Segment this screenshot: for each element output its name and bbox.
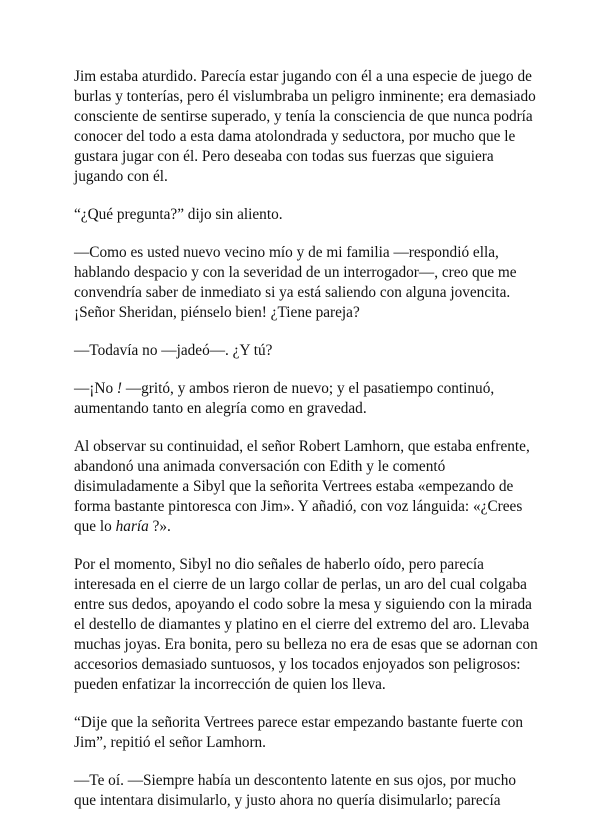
paragraph [74, 243, 534, 323]
text-line: Jim estaba aturdido. Parecía estar jugando con él a una especie de juego de [74, 68, 532, 85]
paragraph [74, 205, 534, 225]
text-line: entre sus dedos, apoyando el codo sobre la mesa y siguiendo con la mirada [74, 596, 532, 613]
paragraph [74, 341, 534, 361]
text-line: Jim”, repitió el señor Lamhorn. [74, 734, 267, 751]
text-line: consciente de sentirse superado, y tenía la consciencia de que nunca podría [74, 108, 533, 125]
text-line: aumentando tanto en alegría como en gravedad. [74, 400, 367, 417]
text-line: gustara jugar con él. Pero deseaba con todas sus fuerzas que siguiera [74, 148, 494, 165]
text-line: accesorios demasiado suntuosos, y los tocados enjoyados son peligrosos: [74, 656, 521, 673]
text-run: —¡No [74, 380, 117, 397]
text-line: convendría saber de inmediato si ya está saliendo con alguna jovencita. [74, 284, 511, 301]
text-line: “¿Qué pregunta?” dijo sin aliento. [74, 206, 283, 223]
text-line: jugando con él. [74, 168, 168, 185]
text-line: —Como es usted nuevo vecino mío y de mi familia —respondió ella, [74, 244, 499, 261]
text-line: ¡Señor Sheridan, piénselo bien! ¿Tiene pareja? [74, 304, 360, 321]
text-run: —gritó, y ambos rieron de nuevo; y el pasatiempo continuó, [122, 380, 495, 397]
paragraph [74, 437, 534, 537]
text-line: —Te oí. —Siempre había un descontento latente en sus ojos, por mucho [74, 772, 517, 789]
paragraph [74, 555, 538, 695]
paragraph [74, 713, 534, 753]
italic-run: haría [115, 518, 149, 535]
text-run: que lo [74, 518, 116, 535]
text-line: burlas y tonterías, pero él vislumbraba un peligro inminente; era demasiado [74, 88, 536, 105]
paragraph [74, 771, 534, 811]
paragraph [74, 379, 534, 419]
paragraph [74, 67, 534, 187]
text-line: —Todavía no —jadeó—. ¿Y tú? [74, 342, 273, 359]
text-run: ?». [148, 518, 171, 535]
text-line: el destello de diamantes y platino en el cierre del extremo del aro. Llevaba [74, 616, 530, 633]
text-line: “Dije que la señorita Vertrees parece estar empezando bastante fuerte con [74, 714, 524, 731]
italic-run: ! [116, 380, 123, 397]
text-line: Al observar su continuidad, el señor Robert Lamhorn, que estaba enfrente, [74, 438, 530, 455]
text-line: forma bastante pintoresca con Jim». Y añadió, con voz lánguida: «¿Crees [74, 498, 523, 515]
text-line [74, 379, 534, 399]
text-line: muchas joyas. Era bonita, pero su belleza no era de esas que se adornan con [74, 636, 538, 653]
text-line [74, 517, 534, 537]
text-line: hablando despacio y con la severidad de un interrogador—, creo que me [74, 264, 517, 281]
text-line: disimuladamente a Sibyl que la señorita Vertrees estaba «empezando de [74, 478, 514, 495]
body-text [74, 67, 538, 829]
text-line: Por el momento, Sibyl no dio señales de haberlo oído, pero parecía [74, 556, 484, 573]
text-line: interesada en el cierre de un largo collar de perlas, un aro del cual colgaba [74, 576, 527, 593]
text-line: que intentara disimularlo, y justo ahora no quería disimularlo; parecía [74, 792, 501, 809]
text-line: conocer del todo a esta dama atolondrada y seductora, por mucho que le [74, 128, 516, 145]
text-line: pueden enfatizar la incorrección de quien los lleva. [74, 676, 386, 693]
text-line: abandonó una animada conversación con Edith y le comentó [74, 458, 446, 475]
